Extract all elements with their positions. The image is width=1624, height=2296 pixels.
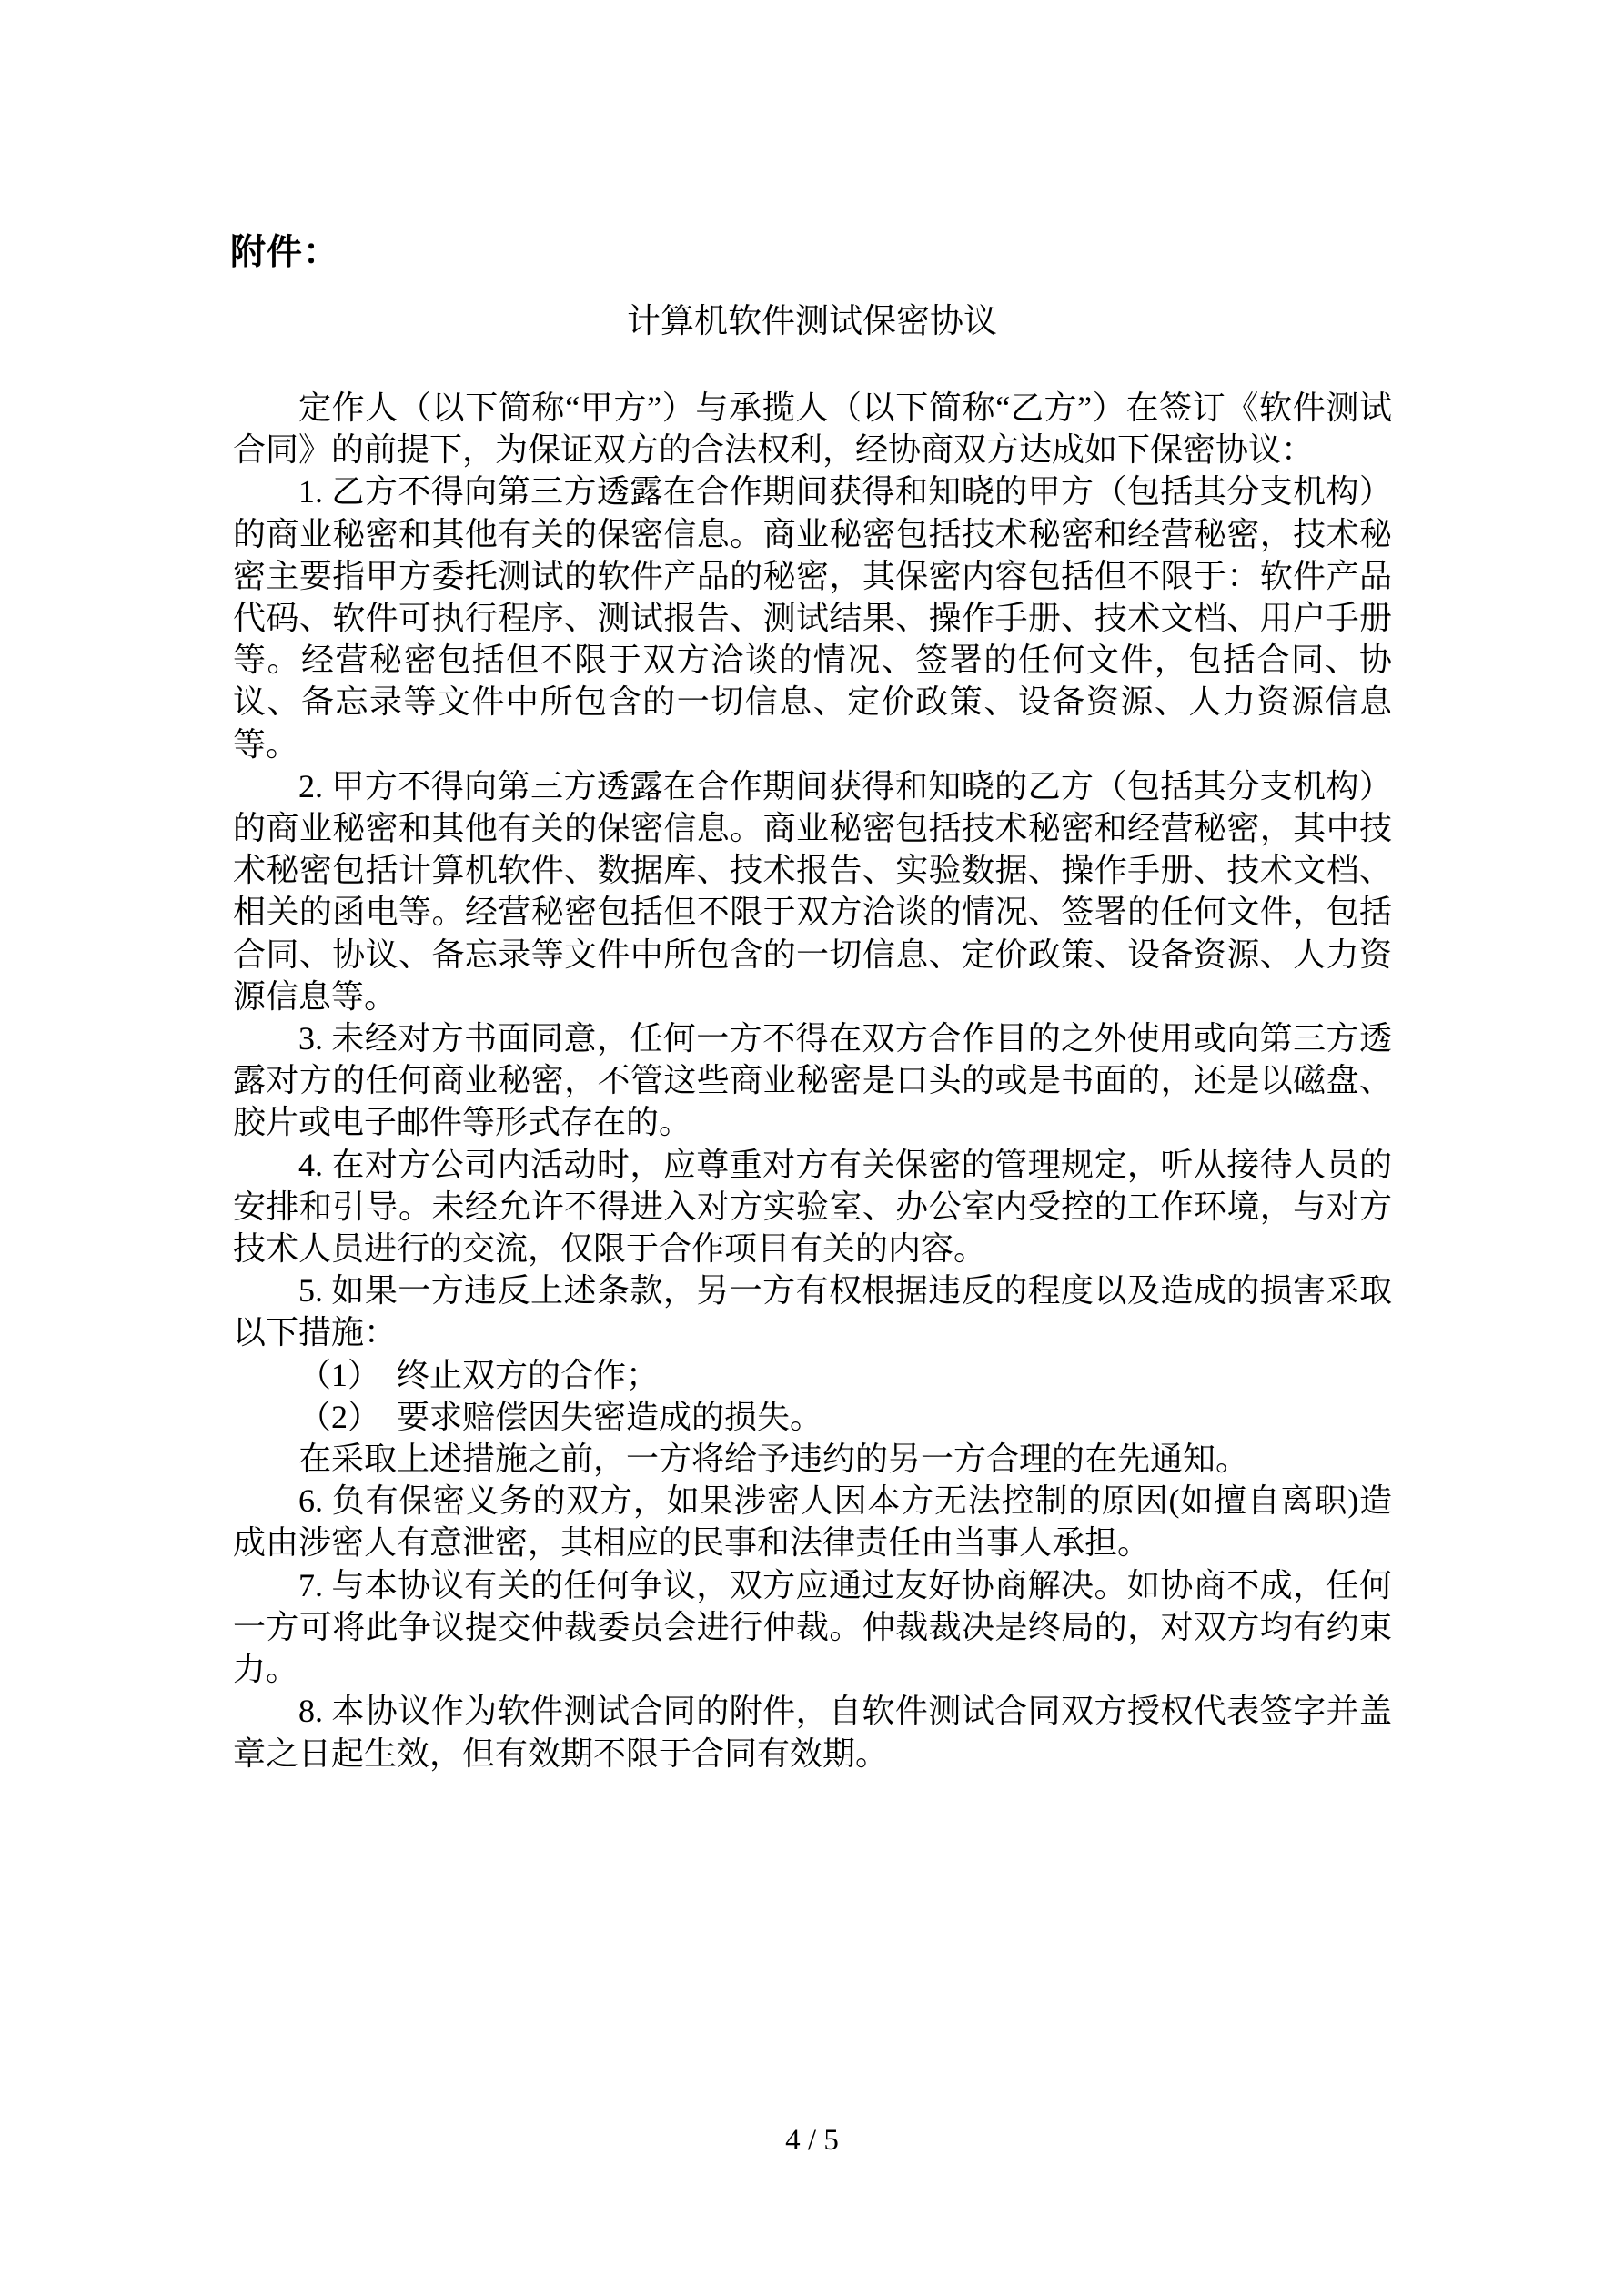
paragraph: 7. 与本协议有关的任何争议，双方应通过友好协商解决。如协商不成，任何一方可将此争议提交仲裁委员会进行仲裁。仲裁裁决是终局的，对双方均有约束力。 — [233, 1566, 1392, 1688]
paragraph: 4. 在对方公司内活动时，应尊重对方有关保密的管理规定，听从接待人员的安排和引导。未经允许不得进入对方实验室、办公室内受控的工作环境，与对方技术人员进行的交流，仅限于合作项目有关的内容。 — [233, 1146, 1392, 1268]
paragraph: 定作人（以下简称“甲方”）与承揽人（以下简称“乙方”）在签订《软件测试合同》的前提下，为保证双方的合法权利，经协商双方达成如下保密协议： — [233, 389, 1392, 469]
paragraph: （1） 终止双方的合作； — [298, 1356, 660, 1393]
paragraph: 2. 甲方不得向第三方透露在合作期间获得和知晓的乙方（包括其分支机构）的商业秘密和其他有关的保密信息。商业秘密包括技术秘密和经营秘密，其中技术秘密包括计算机软件、数据库、技术报告、实验数据、操作手册、技术文档、相关的函电等。经营秘密包括但不限于双方洽谈的情况、签署的任何文件，包括合同、协议、备忘录等文件中所包含的一切信息、定价政策、设备资源、人力资源信息等。 — [233, 767, 1392, 1015]
document-title: 计算机软件测试保密协议 — [627, 303, 997, 340]
page-number: 4 / 5 — [785, 2124, 839, 2157]
document-body — [233, 387, 1392, 1775]
paragraph: 1. 乙方不得向第三方透露在合作期间获得和知晓的甲方（包括其分支机构）的商业秘密和其他有关的保密信息。商业秘密包括技术秘密和经营秘密，技术秘密主要指甲方委托测试的软件产品的秘密，其保密内容包括但不限于：软件产品代码、软件可执行程序、测试报告、测试结果、操作手册、技术文档、用户手册等。经营秘密包括但不限于双方洽谈的情况、签署的任何文件，包括合同、协议、备忘录等文件中所包含的一切信息、定价政策、设备资源、人力资源信息等。 — [233, 473, 1392, 763]
paragraph: 在采取上述措施之前，一方将给予违约的另一方合理的在先通知。 — [298, 1441, 1249, 1478]
paragraph: 6. 负有保密义务的双方，如果涉密人因本方无法控制的原因(如擅自离职)造成由涉密人有意泄密，其相应的民事和法律责任由当事人承担。 — [233, 1482, 1392, 1562]
paragraph: （2） 要求赔偿因失密造成的损失。 — [298, 1398, 823, 1435]
paragraph: 3. 未经对方书面同意，任何一方不得在双方合作目的之外使用或向第三方透露对方的任何商业秘密，不管这些商业秘密是口头的或是书面的，还是以磁盘、胶片或电子邮件等形式存在的。 — [233, 1020, 1392, 1141]
paragraph: 8. 本协议作为软件测试合同的附件，自软件测试合同双方授权代表签字并盖章之日起生效，但有效期不限于合同有效期。 — [233, 1693, 1392, 1772]
attachment-label: 附件： — [230, 233, 340, 272]
paragraph: 5. 如果一方违反上述条款，另一方有权根据违反的程度以及造成的损害采取以下措施： — [233, 1272, 1392, 1351]
